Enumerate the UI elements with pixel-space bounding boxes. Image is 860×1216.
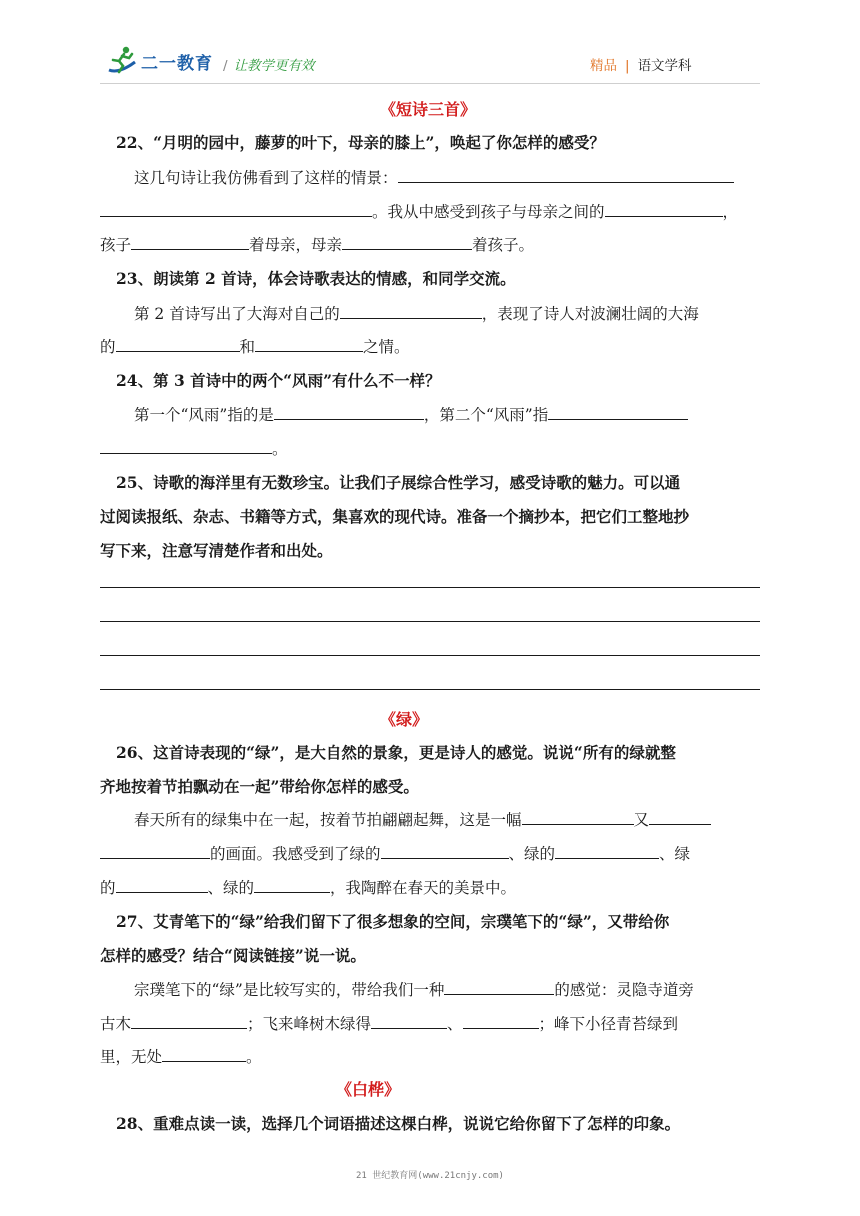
fill-blank[interactable]: [100, 842, 210, 859]
answer-text: ，表现了诗人对波澜壮阔的大海: [481, 305, 699, 323]
section-title-short-poems: 《短诗三首》: [380, 100, 477, 119]
answer-text: 、: [447, 1015, 463, 1033]
section-title-green: 《绿》: [380, 710, 429, 729]
answer-26-line1: [134, 808, 711, 830]
answer-text: 宗璞笔下的“绿”是比较写实的，带给我们一种: [134, 981, 445, 999]
answer-27-line1: [134, 978, 694, 1000]
answer-24-line1: [134, 403, 688, 425]
slogan-separator: /: [223, 58, 228, 74]
page-footer: 21 世纪教育网(www.21cnjy.com): [356, 1171, 504, 1181]
writing-line[interactable]: [100, 621, 760, 622]
answer-text: 的: [100, 879, 116, 897]
question-24: 24、第 3 首诗中的两个“风雨”有什么不一样？: [116, 371, 441, 390]
question-26-line1: 26、这首诗表现的“绿”，是大自然的景象，更是诗人的感觉。说说“所有的绿就整: [116, 743, 676, 762]
quality-label: 精品: [590, 58, 617, 74]
fill-blank[interactable]: [605, 200, 723, 217]
answer-text: 的感觉：灵隐寺道旁: [554, 981, 694, 999]
fill-blank[interactable]: [381, 842, 509, 859]
answer-text: 、绿: [659, 845, 691, 863]
page-header: [0, 0, 860, 90]
fill-blank[interactable]: [162, 1045, 246, 1062]
answer-text: ；飞来峰树木绿得: [247, 1015, 372, 1033]
answer-text: 孩子: [100, 236, 132, 254]
answer-text: 第一个“风雨”指的是: [134, 406, 274, 424]
answer-text: 。我从中感受到孩子与母亲之间的: [372, 203, 605, 221]
answer-text: 里，无处: [100, 1048, 163, 1066]
writing-line[interactable]: [100, 587, 760, 588]
question-26-line2: 齐地按着节拍飘动在一起”带给你怎样的感受。: [100, 777, 419, 796]
answer-23-line1: [134, 302, 699, 324]
answer-text: 、绿的: [508, 845, 556, 863]
answer-text: 。: [272, 440, 288, 458]
fill-blank[interactable]: [555, 842, 659, 859]
fill-blank[interactable]: [255, 335, 363, 352]
meta-separator: |: [625, 58, 630, 74]
answer-26-line3: [100, 876, 516, 898]
question-25-line3: 写下来，注意写清楚作者和出处。: [100, 541, 333, 560]
answer-24-line2: [100, 437, 288, 459]
answer-text: ，我陶醉在春天的美景中。: [330, 879, 517, 897]
fill-blank[interactable]: [342, 233, 472, 250]
question-25-line2: 过阅读报纸、杂志、书籍等方式，集喜欢的现代诗。准备一个摘抄本，把它们工整地抄: [100, 507, 690, 526]
answer-text: 的: [100, 338, 116, 356]
answer-text: ，第二个“风雨”指: [423, 406, 549, 424]
writing-line[interactable]: [100, 689, 760, 690]
header-divider: [100, 83, 760, 84]
answer-text: 。: [246, 1048, 262, 1066]
writing-line[interactable]: [100, 655, 760, 656]
answer-text: 的画面。我感受到了绿的: [210, 845, 381, 863]
logo-text: 二一教育: [141, 53, 213, 74]
fill-blank[interactable]: [131, 233, 249, 250]
answer-27-line2: [100, 1012, 678, 1034]
answer-text: 古木: [100, 1015, 132, 1033]
fill-blank[interactable]: [444, 978, 554, 995]
slogan: [223, 54, 315, 74]
slogan-text: 让教学更有效: [233, 58, 315, 74]
fill-blank[interactable]: [371, 1012, 447, 1029]
answer-22-line1: [134, 166, 734, 188]
fill-blank[interactable]: [131, 1012, 247, 1029]
answer-23-line2: [100, 335, 410, 357]
fill-blank[interactable]: [649, 808, 711, 825]
question-23: 23、朗读第 2 首诗，体会诗歌表达的情感，和同学交流。: [116, 269, 516, 288]
question-25-line1: 25、诗歌的海洋里有无数珍宝。让我们子展综合性学习，感受诗歌的魅力。可以通: [116, 473, 681, 492]
question-27-line1: 27、艾青笔下的“绿”给我们留下了很多想象的空间，宗璞笔下的“绿”，又带给你: [116, 912, 670, 931]
answer-text: 春天所有的绿集中在一起，按着节拍翩翩起舞，这是一幅: [134, 811, 522, 829]
answer-text: 第 2 首诗写出了大海对自己的: [134, 305, 340, 323]
fill-blank[interactable]: [254, 876, 330, 893]
question-28: 28、重难点读一读，选择几个词语描述这棵白桦，说说它给你留下了怎样的印象。: [116, 1114, 681, 1133]
answer-22-line2: [100, 200, 738, 222]
subject-label: 语文学科: [637, 58, 692, 74]
fill-blank[interactable]: [116, 335, 240, 352]
answer-text: ；峰下小径青苔绿到: [538, 1015, 679, 1033]
question-22: 22、“月明的园中，藤萝的叶下，母亲的膝上”，唤起了你怎样的感受？: [116, 133, 605, 152]
fill-blank[interactable]: [398, 166, 734, 183]
fill-blank[interactable]: [340, 302, 482, 319]
running-man-icon: [105, 44, 139, 78]
fill-blank[interactable]: [100, 200, 372, 217]
answer-22-line3: [100, 233, 534, 255]
answer-text: 这几句诗让我仿佛看到了这样的情景：: [134, 169, 398, 187]
question-27-line2: 怎样的感受？结合“阅读链接”说一说。: [100, 946, 366, 965]
fill-blank[interactable]: [274, 403, 424, 420]
fill-blank[interactable]: [100, 437, 272, 454]
fill-blank[interactable]: [522, 808, 634, 825]
answer-text: 、绿的: [207, 879, 255, 897]
answer-text: ，: [722, 203, 739, 221]
answer-text: 着母亲，母亲: [249, 236, 343, 254]
answer-text: 着孩子。: [472, 236, 535, 254]
answer-text: 又: [633, 811, 650, 829]
section-title-birch: 《白桦》: [336, 1080, 401, 1099]
fill-blank[interactable]: [463, 1012, 539, 1029]
fill-blank[interactable]: [116, 876, 208, 893]
answer-text: 和: [239, 338, 256, 356]
fill-blank[interactable]: [548, 403, 688, 420]
header-meta: [590, 54, 692, 74]
answer-27-line3: [100, 1045, 262, 1067]
answer-26-line2: [100, 842, 690, 864]
answer-text: 之情。: [363, 338, 410, 356]
logo: [105, 44, 213, 78]
